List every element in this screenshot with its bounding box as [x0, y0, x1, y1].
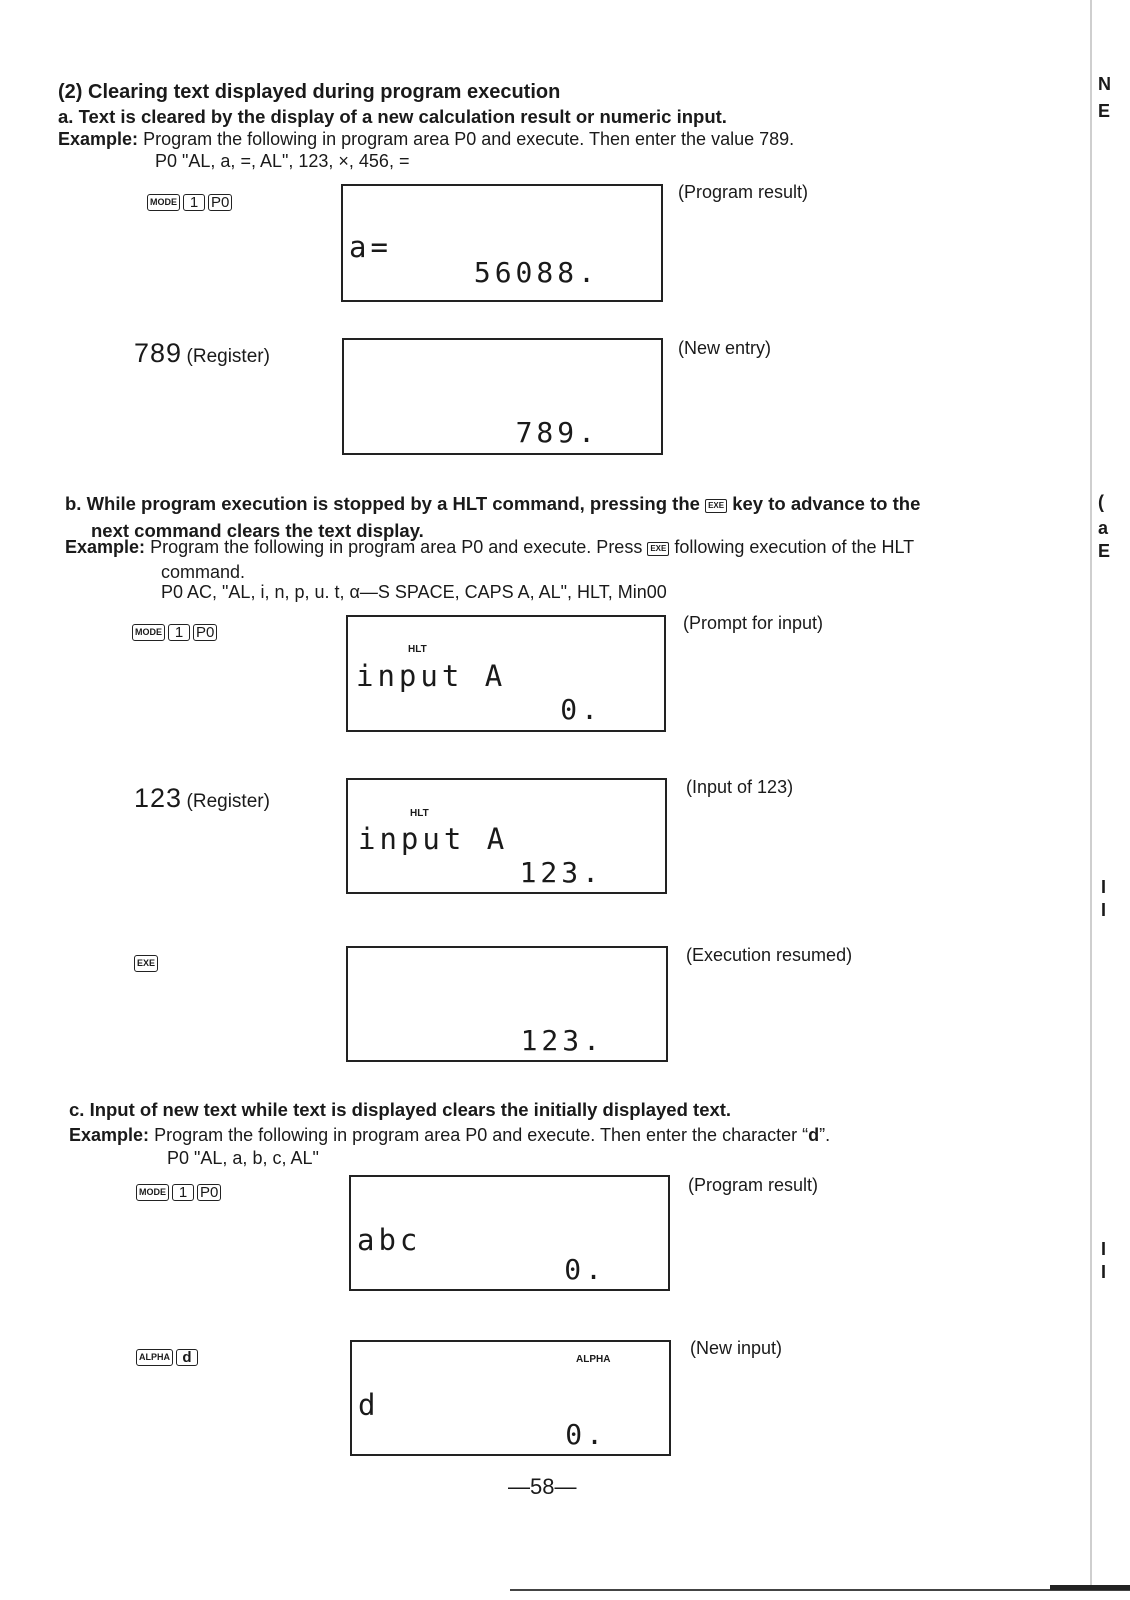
lcd-display [346, 615, 666, 732]
lcd-value: 123. [520, 1024, 604, 1057]
step-caption: (New entry) [678, 338, 772, 358]
lcd-display [346, 778, 667, 894]
lcd-display [346, 946, 668, 1062]
edge-letter: a [1098, 518, 1109, 538]
lcd-value: 56088. [473, 256, 599, 289]
lcd-display [342, 338, 663, 455]
example-text-post: ”. [819, 1125, 831, 1145]
step-caption: (Program result) [678, 182, 809, 202]
lcd-text: input A [356, 659, 507, 693]
lcd-value: 0. [560, 693, 602, 726]
example-char: d [808, 1125, 820, 1145]
page-number: —58— [508, 1474, 577, 1499]
heading-text: b. While program execution is stopped by a HLT command, pressing the [65, 493, 700, 514]
edge-letter: I [1101, 877, 1107, 897]
mode-key: MODE [132, 624, 165, 641]
one-key: 1 [183, 194, 205, 211]
lcd-value: 0. [565, 1418, 607, 1451]
page-bottom-edge [510, 1589, 1130, 1591]
part-a-heading: a. Text is cleared by the display of a new calculation result or numeric input. [58, 106, 727, 127]
part-b-heading-line2: next command clears the text display. [91, 520, 424, 541]
edge-letter: I [1101, 1262, 1107, 1282]
p0-key: P0 [197, 1184, 221, 1201]
edge-letter: E [1098, 101, 1111, 121]
example-text-post: following execution of the HLT [674, 537, 915, 557]
part-a-example [58, 129, 794, 150]
lcd-text: input A [358, 822, 509, 856]
lcd-display [341, 184, 663, 302]
example-label: Example: [69, 1125, 150, 1145]
lcd-display [349, 1175, 670, 1291]
page-corner-shadow [1050, 1585, 1130, 1590]
lcd-text: d [358, 1388, 380, 1422]
alpha-key: ALPHA [136, 1349, 173, 1366]
lcd-value: 789. [515, 416, 599, 449]
edge-letter: ( [1098, 492, 1104, 512]
register-value: 123 [134, 783, 183, 813]
register-value: 789 [134, 338, 183, 368]
edge-letter: E [1098, 541, 1111, 561]
key-sequence [132, 624, 220, 642]
exe-key: EXE [134, 955, 158, 972]
lcd-text: a= [349, 230, 392, 264]
p0-key: P0 [193, 624, 217, 641]
page-fold-line [1090, 0, 1092, 1590]
lcd-value: 123. [519, 856, 603, 889]
hlt-indicator: HLT [408, 644, 427, 655]
step-caption: (Input of 123) [686, 777, 794, 797]
mode-key: MODE [147, 194, 180, 211]
step-caption: (Program result) [688, 1175, 819, 1195]
lcd-display [350, 1340, 671, 1456]
key-sequence [136, 1349, 201, 1367]
lcd-value: 0. [564, 1253, 606, 1286]
alpha-indicator: ALPHA [576, 1354, 611, 1365]
part-b-example [65, 537, 914, 558]
example-text: Program the following in program area P0 and execute. Press [150, 537, 643, 557]
edge-letter: I [1101, 900, 1107, 920]
edge-letter: N [1098, 74, 1111, 94]
lcd-text: abc [357, 1223, 422, 1257]
exe-key-inline: EXE [647, 542, 669, 556]
example-label: Example: [58, 129, 139, 149]
section-title: (2) Clearing text displayed during program execution [58, 81, 561, 103]
register-entry [134, 783, 270, 814]
key-sequence [136, 1184, 224, 1202]
example-text: Program the following in program area P0 and execute. Then enter the character “ [154, 1125, 809, 1145]
part-a-program-line: P0 "AL, a, =, AL", 123, ×, 456, = [155, 151, 410, 171]
edge-letter: I [1101, 1239, 1107, 1259]
register-label: (Register) [186, 791, 270, 812]
step-caption: (Prompt for input) [683, 613, 824, 633]
heading-text-post: key to advance to the [732, 493, 921, 514]
step-caption: (Execution resumed) [686, 945, 853, 965]
part-b-example-line2: command. [161, 562, 246, 582]
mode-key: MODE [136, 1184, 169, 1201]
part-c-program-line: P0 "AL, a, b, c, AL" [167, 1148, 319, 1168]
d-key: d [176, 1349, 198, 1366]
example-text: Program the following in program area P0 and execute. Then enter the value 789. [143, 129, 795, 149]
register-entry [134, 338, 270, 369]
key-sequence [134, 955, 161, 973]
step-caption: (New input) [690, 1338, 783, 1358]
hlt-indicator: HLT [410, 808, 429, 819]
part-b-program-line: P0 AC, "AL, i, n, p, u. t, α—S SPACE, CAPS A, AL", HLT, Min00 [161, 582, 667, 602]
p0-key: P0 [208, 194, 232, 211]
register-label: (Register) [186, 346, 270, 367]
part-b-heading [65, 493, 920, 515]
one-key: 1 [172, 1184, 194, 1201]
exe-key-inline: EXE [705, 499, 727, 513]
key-sequence [147, 194, 235, 212]
part-c-heading: c. Input of new text while text is displayed clears the initially displayed text. [69, 1099, 732, 1120]
part-c-example [69, 1125, 830, 1146]
one-key: 1 [168, 624, 190, 641]
example-label: Example: [65, 537, 146, 557]
